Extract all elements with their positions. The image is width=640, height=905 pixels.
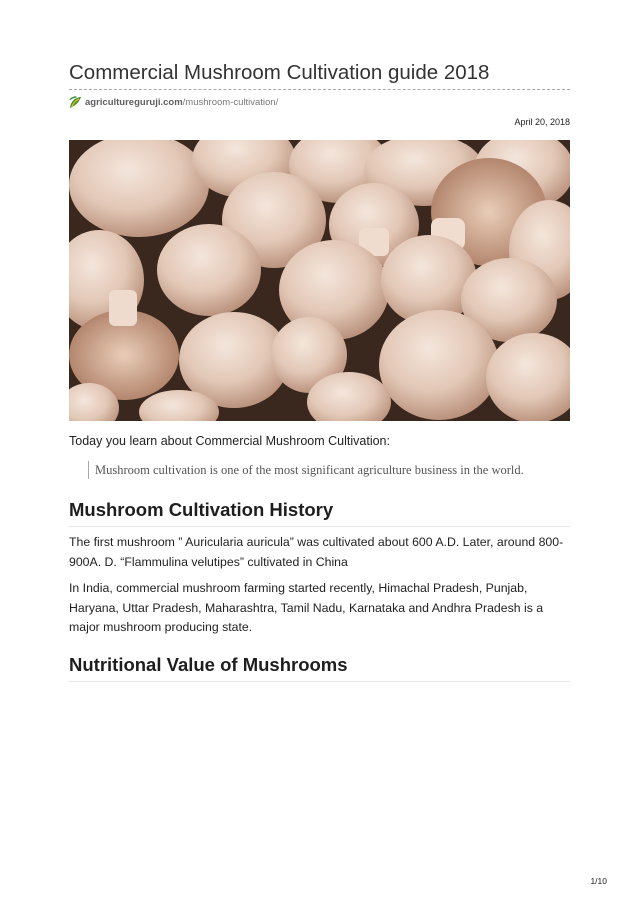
section-heading-nutrition: Nutritional Value of Mushrooms — [69, 654, 348, 675]
section-divider — [69, 681, 570, 682]
source-link[interactable] — [69, 94, 278, 110]
section-heading-history: Mushroom Cultivation History — [69, 499, 334, 520]
blockquote: Mushroom cultivation is one of the most significant agriculture business in the world. — [88, 461, 524, 479]
paragraph: In India, commercial mushroom farming started recently, Himachal Pradesh, Punjab, Haryana, Uttar Pradesh, Maharashtra, Tamil Nadu, Karnataka and Andhra Pradesh is a major mushroom producing state. — [69, 581, 544, 634]
intro-text: Today you learn about Commercial Mushroom Cultivation: — [69, 434, 390, 448]
source-domain: agricultureguruji.com — [85, 96, 183, 108]
publish-date: April 20, 2018 — [514, 117, 570, 127]
article-title: Commercial Mushroom Cultivation guide 2018 — [69, 61, 490, 84]
mushroom-photo-illustration — [69, 140, 570, 421]
title-divider — [69, 89, 570, 90]
leaf-logo-icon — [69, 96, 82, 109]
source-path: /mushroom-cultivation/ — [182, 96, 279, 108]
section-divider — [69, 526, 570, 527]
paragraph: The first mushroom ” Auricularia auricula” was cultivated about 600 A.D. Later, around 800-900A. D. “Flammulina velutipes” cultivated in China — [69, 535, 564, 569]
page-number: 1/10 — [590, 876, 607, 886]
mushroom-photo — [69, 140, 570, 421]
